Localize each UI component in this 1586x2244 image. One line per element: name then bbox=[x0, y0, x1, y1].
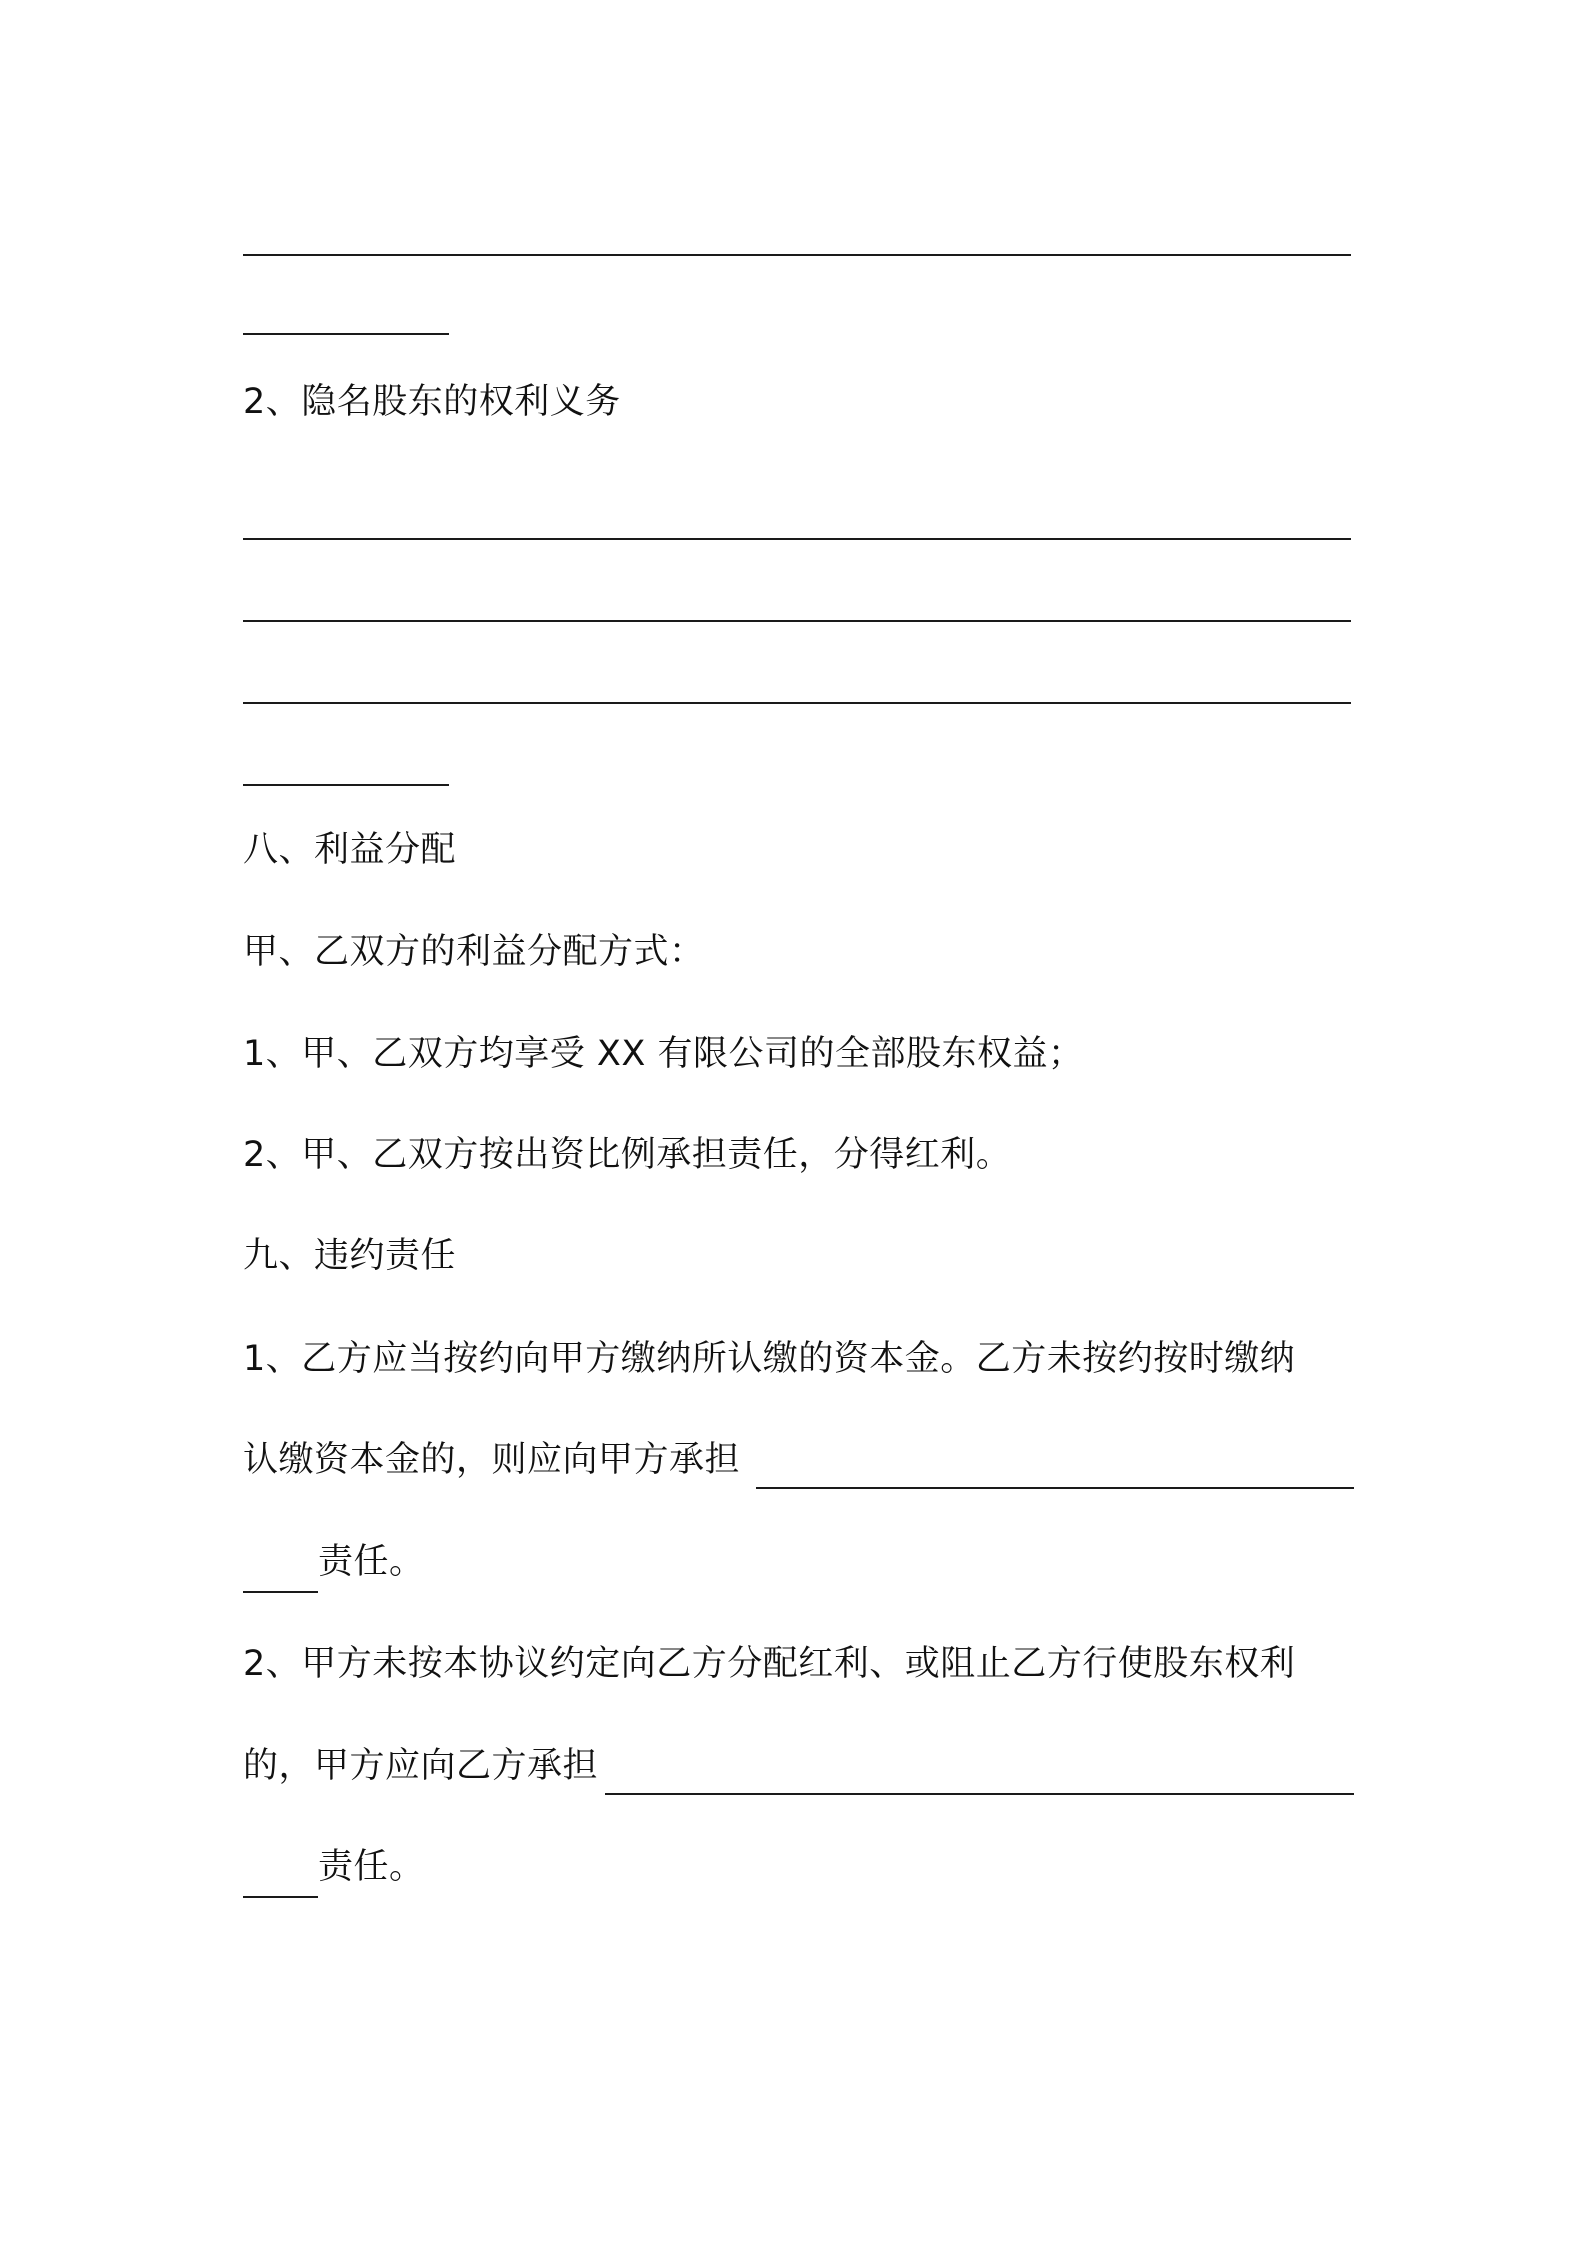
section9-heading: 九、违约责任 bbox=[243, 1236, 457, 1276]
fill-in-line bbox=[605, 1793, 1354, 1795]
blank-line bbox=[243, 620, 1351, 622]
section9-item2-line3: 责任。 bbox=[318, 1847, 425, 1887]
section9-item1-line2: 认缴资本金的，则应向甲方承担 bbox=[243, 1440, 741, 1480]
fill-in-line-short bbox=[243, 1896, 318, 1898]
fill-in-line-short bbox=[243, 1591, 318, 1593]
section9-item2-line2: 的，甲方应向乙方承担 bbox=[243, 1746, 599, 1786]
blank-line bbox=[243, 538, 1351, 540]
section8-intro: 甲、乙双方的利益分配方式： bbox=[243, 932, 705, 972]
section8-heading: 八、利益分配 bbox=[243, 830, 457, 870]
blank-line-short bbox=[243, 784, 449, 786]
blank-line bbox=[243, 702, 1351, 704]
section9-item1-line3: 责任。 bbox=[318, 1542, 425, 1582]
section9-item1-line1: 1、乙方应当按约向甲方缴纳所认缴的资本金。乙方未按约按时缴纳 bbox=[243, 1339, 1296, 1379]
section9-item2-line1: 2、甲方未按本协议约定向乙方分配红利、或阻止乙方行使股东权利 bbox=[243, 1644, 1296, 1684]
section7-item2: 2、隐名股东的权利义务 bbox=[243, 382, 621, 422]
blank-line-short bbox=[243, 333, 449, 335]
section8-item2: 2、甲、乙双方按出资比例承担责任，分得红利。 bbox=[243, 1135, 1012, 1175]
fill-in-line bbox=[756, 1487, 1354, 1489]
section8-item1: 1、甲、乙双方均享受 XX 有限公司的全部股东权益； bbox=[243, 1034, 1084, 1074]
blank-line bbox=[243, 254, 1351, 256]
